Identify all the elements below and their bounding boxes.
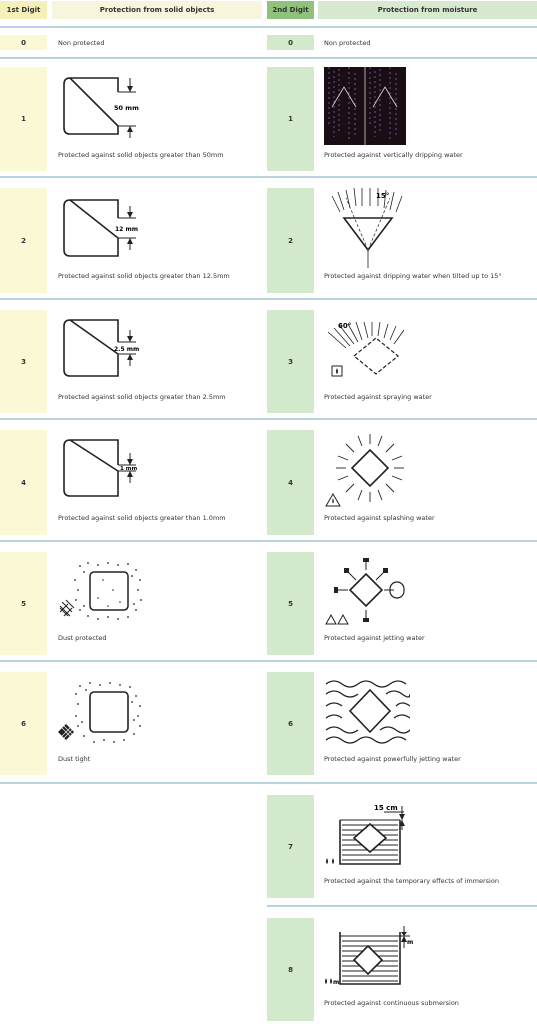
moisture-digit-0: 0: [267, 35, 314, 50]
solid-text-5: Dust protected: [58, 634, 107, 642]
row-divider: [0, 176, 537, 178]
row-divider: [0, 660, 537, 662]
row-divider: [267, 905, 537, 907]
solid-digit-1: 1: [0, 67, 47, 171]
moisture-digit-4: 4: [267, 430, 314, 535]
row-divider: [0, 298, 537, 300]
moisture-text-7: Protected against the temporary effects of immersion: [324, 877, 499, 885]
powerful-jetting-water-icon: [324, 678, 410, 748]
solid-digit-5: 5: [0, 552, 47, 655]
solid-object-2-5mm-icon: [62, 318, 142, 382]
continuous-submersion-icon: [324, 922, 414, 988]
header-first-digit: 1st Digit: [0, 1, 47, 19]
dust-tight-icon: [56, 680, 142, 744]
solid-text-6: Dust tight: [58, 755, 91, 763]
moisture-text-1: Protected against vertically dripping water: [324, 151, 463, 159]
dim-label: m: [407, 939, 414, 946]
dim-label: 2.5 mm: [114, 346, 140, 353]
moisture-digit-5: 5: [267, 552, 314, 655]
row-divider: [0, 418, 537, 420]
moisture-text-0: Non protected: [324, 39, 371, 47]
solid-digit-0: 0: [0, 35, 47, 50]
tilted-drip-icon: [326, 188, 410, 270]
splashing-water-icon: [324, 432, 410, 508]
solid-text-3: Protected against solid objects greater than 2.5mm: [58, 393, 226, 401]
dim-label: 50 mm: [114, 104, 139, 112]
header-moisture: Protection from moisture: [318, 1, 537, 19]
moisture-digit-7: 7: [267, 795, 314, 898]
moisture-text-6: Protected against powerfully jetting water: [324, 755, 461, 763]
solid-text-0: Non protected: [58, 39, 105, 47]
moisture-digit-1: 1: [267, 67, 314, 171]
moisture-text-2: Protected against dripping water when tilted up to 15°: [324, 272, 502, 280]
moisture-text-8: Protected against continuous submersion: [324, 999, 459, 1007]
solid-object-12mm-icon: [62, 198, 142, 262]
vertical-drip-icon: [324, 67, 406, 145]
header-solid-objects: Protection from solid objects: [52, 1, 262, 19]
angle-label: 60°: [338, 322, 352, 330]
solid-digit-4: 4: [0, 430, 47, 535]
angle-label: 15°: [376, 192, 390, 200]
moisture-digit-3: 3: [267, 310, 314, 413]
moisture-text-3: Protected against spraying water: [324, 393, 432, 401]
moisture-text-5: Protected against jetting water: [324, 634, 425, 642]
jetting-water-icon: [324, 558, 410, 626]
row-divider: [0, 782, 537, 784]
dim-label: 1 mm: [120, 466, 138, 472]
solid-text-4: Protected against solid objects greater than 1.0mm: [58, 514, 226, 522]
solid-text-1: Protected against solid objects greater than 50mm: [58, 151, 224, 159]
moisture-digit-6: 6: [267, 672, 314, 775]
drop-label: m: [333, 979, 340, 986]
temporary-immersion-icon: [324, 800, 414, 870]
row-divider: [0, 26, 537, 28]
solid-digit-6: 6: [0, 672, 47, 775]
dust-protected-icon: [58, 560, 144, 622]
header-second-digit: 2nd Digit: [267, 1, 314, 19]
moisture-digit-8: 8: [267, 918, 314, 1021]
moisture-digit-2: 2: [267, 188, 314, 293]
solid-digit-3: 3: [0, 310, 47, 413]
spraying-water-icon: [324, 318, 410, 384]
solid-digit-2: 2: [0, 188, 47, 293]
solid-object-1mm-icon: [62, 438, 142, 502]
moisture-text-4: Protected against splashing water: [324, 514, 435, 522]
solid-object-50mm-icon: [62, 76, 142, 140]
row-divider: [0, 57, 537, 59]
solid-text-2: Protected against solid objects greater than 12.5mm: [58, 272, 230, 280]
row-divider: [0, 540, 537, 542]
dim-label: 12 mm: [115, 226, 138, 233]
dim-label: 15 cm: [374, 804, 398, 812]
